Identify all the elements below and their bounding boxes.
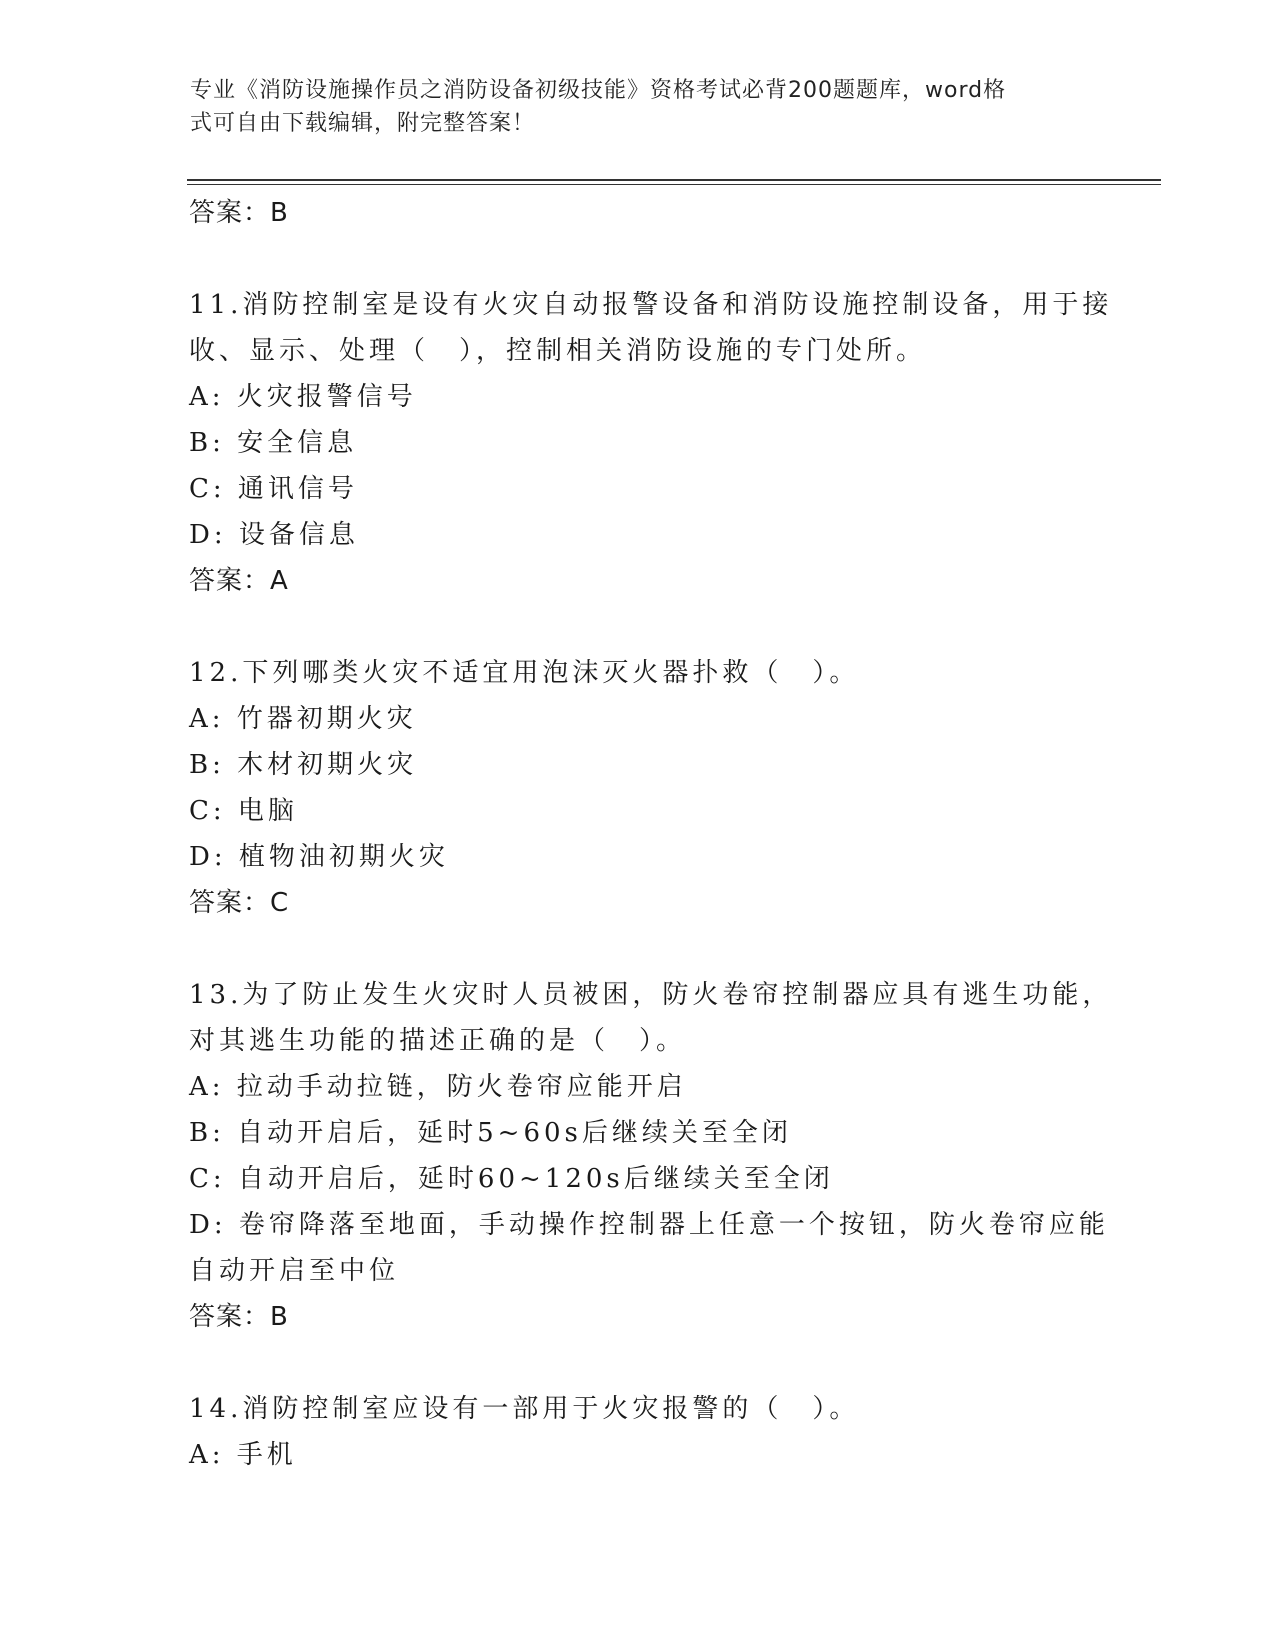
- option-b: B: 木材初期火灾: [189, 750, 418, 780]
- previous-answer: 答案：B: [189, 198, 289, 228]
- question-11: [189, 282, 1113, 604]
- option-b: B: 自动开启后，延时5~60s后继续关至全闭: [189, 1118, 792, 1148]
- answer-label: 答案：C: [189, 888, 290, 918]
- answer-label: 答案：B: [189, 1302, 289, 1332]
- option-a: A: 手机: [189, 1440, 297, 1470]
- option-a: A: 竹器初期火灾: [189, 704, 417, 734]
- question-13: [189, 972, 1113, 1340]
- question-12: [189, 650, 1089, 926]
- spacer: [189, 236, 1089, 282]
- option-b: B: 安全信息: [189, 428, 358, 458]
- option-c: C: 电脑: [189, 796, 298, 826]
- option-c: C: 自动开启后，延时60~120s后继续关至全闭: [189, 1164, 834, 1194]
- question-14: [189, 1386, 1089, 1478]
- answer-label: 答案：A: [189, 566, 289, 596]
- question-stem: 13.为了防止发生火灾时人员被困，防火卷帘控制器应具有逃生功能，: [189, 980, 1113, 1010]
- option-d: D: 植物油初期火灾: [189, 842, 449, 872]
- spacer: [189, 926, 1089, 972]
- spacer: [189, 1340, 1089, 1386]
- header-divider-thin: [187, 184, 1161, 185]
- question-stem: 14.消防控制室应设有一部用于火灾报警的（ ）。: [189, 1394, 860, 1424]
- option-c: C: 通讯信号: [189, 474, 358, 504]
- question-stem: 对其逃生功能的描述正确的是（ ）。: [189, 1026, 687, 1056]
- header-line-2: 式可自由下载编辑，附完整答案！: [190, 111, 536, 136]
- option-d: D: 设备信息: [189, 520, 359, 550]
- option-a: A: 拉动手动拉链，防火卷帘应能开启: [189, 1072, 687, 1102]
- header-line-1: 专业《消防设施操作员之消防设备初级技能》资格考试必背200题题库，word格: [190, 78, 1007, 103]
- document-header: [190, 74, 1090, 140]
- header-divider-thick: [187, 179, 1161, 181]
- option-a: A: 火灾报警信号: [189, 382, 417, 412]
- question-stem: 收、显示、处理（ ），控制相关消防设施的专门处所。: [189, 336, 927, 366]
- question-list: [189, 190, 1113, 1478]
- question-stem: 12.下列哪类火灾不适宜用泡沫灭火器扑救（ ）。: [189, 658, 860, 688]
- spacer: [189, 604, 1089, 650]
- option-d-continued: 自动开启至中位: [189, 1256, 400, 1286]
- option-d: D: 卷帘降落至地面，手动操作控制器上任意一个按钮，防火卷帘应能: [189, 1210, 1109, 1240]
- question-stem: 11.消防控制室是设有火灾自动报警设备和消防设施控制设备，用于接: [189, 290, 1113, 320]
